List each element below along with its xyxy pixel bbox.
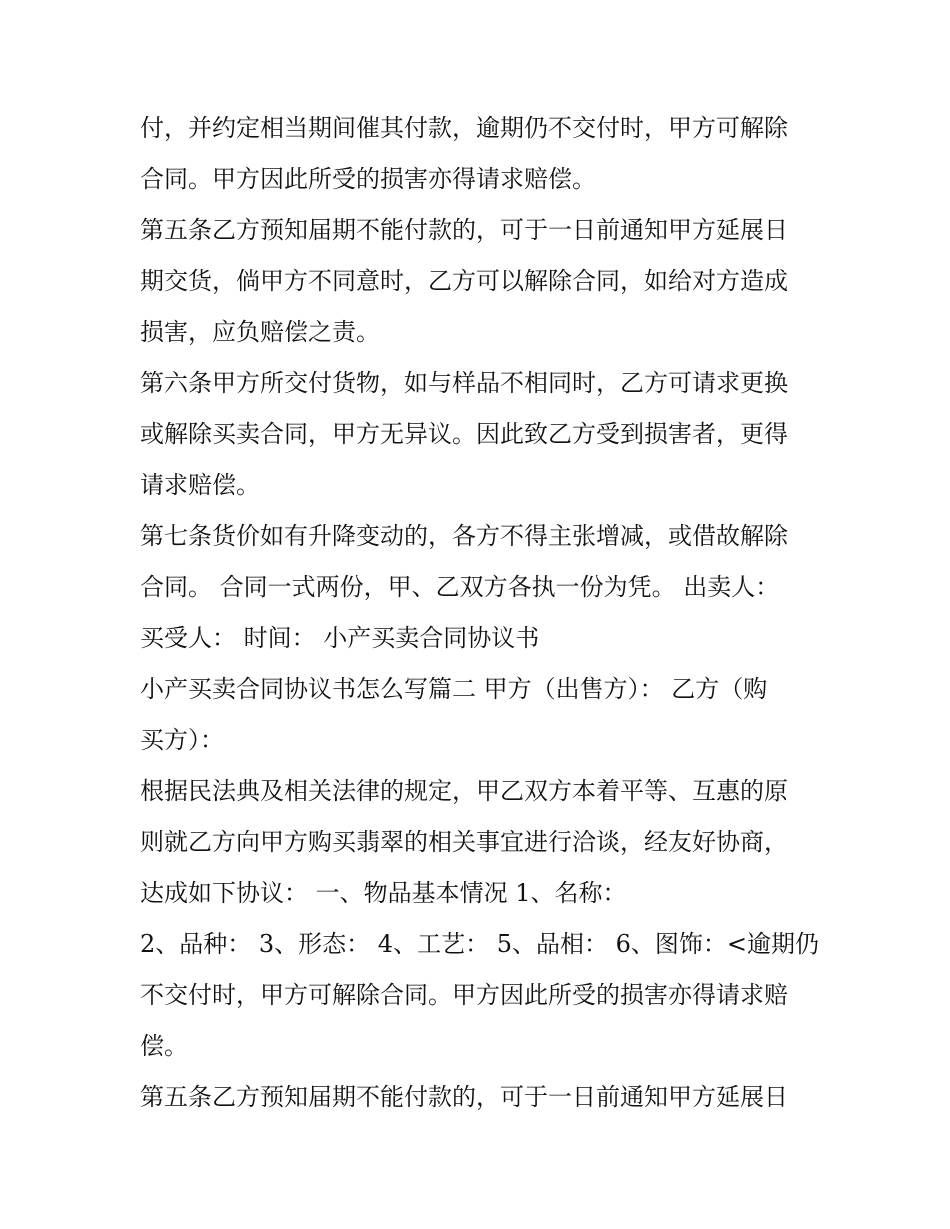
text-line: 第七条货价如有升降变动的，各方不得主张增减，或借故解除 — [140, 522, 788, 550]
text-line: 根据民法典及相关法律的规定，甲乙双方本着平等、互惠的原 — [140, 777, 788, 805]
text-line: 合同。甲方因此所受的损害亦得请求赔偿。 — [140, 165, 596, 193]
text-line: 请求赔偿。 — [140, 471, 260, 499]
text-line: 不交付时，甲方可解除合同。甲方因此所受的损害亦得请求赔 — [140, 981, 788, 1009]
text-line: 损害，应负赔偿之责。 — [140, 318, 380, 346]
text-line: 偿。 — [140, 1032, 188, 1060]
text-line: 达成如下协议： 一、物品基本情况 1、名称： — [140, 879, 627, 907]
text-line: 或解除买卖合同，甲方无异议。因此致乙方受到损害者，更得 — [140, 420, 788, 448]
text-line: 买方）： — [140, 726, 224, 754]
text-line: 合同。 合同一式两份，甲、乙双方各执一份为凭。 出卖人： — [140, 573, 780, 601]
text-line: 2、品种： 3、形态： 4、工艺： 5、品相： 6、图饰：<逾期仍 — [140, 930, 819, 958]
text-line: 第五条乙方预知届期不能付款的，可于一日前通知甲方延展日 — [140, 1083, 788, 1111]
text-line: 第六条甲方所交付货物，如与样品不相同时，乙方可请求更换 — [140, 369, 788, 397]
text-line: 买受人： 时间： 小产买卖合同协议书 — [140, 624, 540, 652]
text-line: 付，并约定相当期间催其付款，逾期仍不交付时，甲方可解除 — [140, 114, 788, 142]
text-line: 期交货，倘甲方不同意时，乙方可以解除合同，如给对方造成 — [140, 267, 788, 295]
text-line: 小产买卖合同协议书怎么写篇二 甲方（出售方）： 乙方（购 — [140, 675, 768, 703]
text-line: 则就乙方向甲方购买翡翠的相关事宜进行洽谈，经友好协商， — [140, 828, 788, 856]
text-line: 第五条乙方预知届期不能付款的，可于一日前通知甲方延展日 — [140, 216, 788, 244]
document-body — [140, 103, 820, 1123]
